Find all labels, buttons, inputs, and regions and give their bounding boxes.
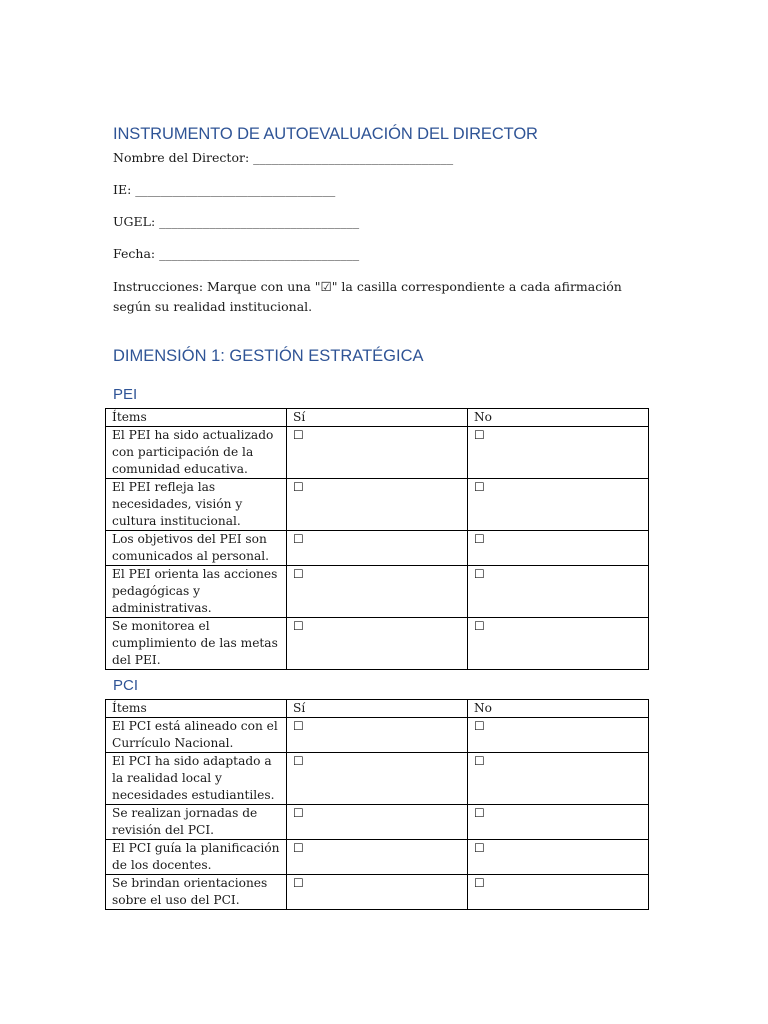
item-text: Los objetivos del PEI son comunicados al personal. (106, 531, 287, 566)
checkbox-yes[interactable]: ☐ (293, 428, 304, 442)
checkbox-no[interactable]: ☐ (474, 480, 485, 494)
checkbox-yes[interactable]: ☐ (293, 532, 304, 546)
item-text: El PEI orienta las acciones pedagógicas y administrativas. (106, 566, 287, 618)
item-text: Se brindan orientaciones sobre el uso del PCI. (106, 875, 287, 910)
document-title: INSTRUMENTO DE AUTOEVALUACIÓN DEL DIRECTOR (113, 125, 538, 143)
ie-field: IE: ________________________________ (113, 182, 336, 197)
column-header-yes: Sí (287, 700, 468, 718)
checkbox-yes[interactable]: ☐ (293, 806, 304, 820)
checkbox-no[interactable]: ☐ (474, 806, 485, 820)
table-header-row (106, 700, 649, 718)
checkbox-yes[interactable]: ☐ (293, 480, 304, 494)
column-header-yes: Sí (287, 409, 468, 427)
pci-heading: PCI (113, 677, 139, 694)
checkbox-yes[interactable]: ☐ (293, 719, 304, 733)
checkbox-no[interactable]: ☐ (474, 841, 485, 855)
item-text: El PCI está alineado con el Currículo Nacional. (106, 718, 287, 753)
table-row (106, 840, 649, 875)
checkbox-no[interactable]: ☐ (474, 428, 485, 442)
director-name-field: Nombre del Director: ________________________________ (113, 150, 454, 165)
table-row (106, 718, 649, 753)
ugel-field: UGEL: ________________________________ (113, 214, 360, 229)
table-row (106, 479, 649, 531)
table-row (106, 805, 649, 840)
checkbox-yes[interactable]: ☐ (293, 754, 304, 768)
column-header-no: No (468, 409, 649, 427)
item-text: El PEI ha sido actualizado con participación de la comunidad educativa. (106, 427, 287, 479)
column-header-items: Ítems (106, 409, 287, 427)
item-text: El PEI refleja las necesidades, visión y cultura institucional. (106, 479, 287, 531)
pci-table (105, 699, 649, 910)
checkbox-no[interactable]: ☐ (474, 619, 485, 633)
checkbox-yes[interactable]: ☐ (293, 619, 304, 633)
pei-table (105, 408, 649, 670)
checkbox-yes[interactable]: ☐ (293, 876, 304, 890)
checkbox-no[interactable]: ☐ (474, 754, 485, 768)
table-row (106, 427, 649, 479)
column-header-no: No (468, 700, 649, 718)
item-text: El PCI ha sido adaptado a la realidad local y necesidades estudiantiles. (106, 753, 287, 805)
checkbox-yes[interactable]: ☐ (293, 567, 304, 581)
date-field: Fecha: ________________________________ (113, 246, 360, 261)
table-row (106, 875, 649, 910)
pei-heading: PEI (113, 386, 138, 403)
dimension-heading: DIMENSIÓN 1: GESTIÓN ESTRATÉGICA (113, 347, 424, 365)
item-text: Se monitorea el cumplimiento de las metas del PEI. (106, 618, 287, 670)
table-row (106, 753, 649, 805)
checkbox-no[interactable]: ☐ (474, 719, 485, 733)
checkbox-yes[interactable]: ☐ (293, 841, 304, 855)
item-text: Se realizan jornadas de revisión del PCI. (106, 805, 287, 840)
item-text: El PCI guía la planificación de los docentes. (106, 840, 287, 875)
checkbox-no[interactable]: ☐ (474, 567, 485, 581)
instructions: Instrucciones: Marque con una "☑" la casilla correspondiente a cada afirmación según su realidad institucional. (113, 279, 622, 314)
table-row (106, 566, 649, 618)
checkbox-no[interactable]: ☐ (474, 876, 485, 890)
table-header-row (106, 409, 649, 427)
column-header-items: Ítems (106, 700, 287, 718)
table-row (106, 618, 649, 670)
table-row (106, 531, 649, 566)
checkbox-no[interactable]: ☐ (474, 532, 485, 546)
